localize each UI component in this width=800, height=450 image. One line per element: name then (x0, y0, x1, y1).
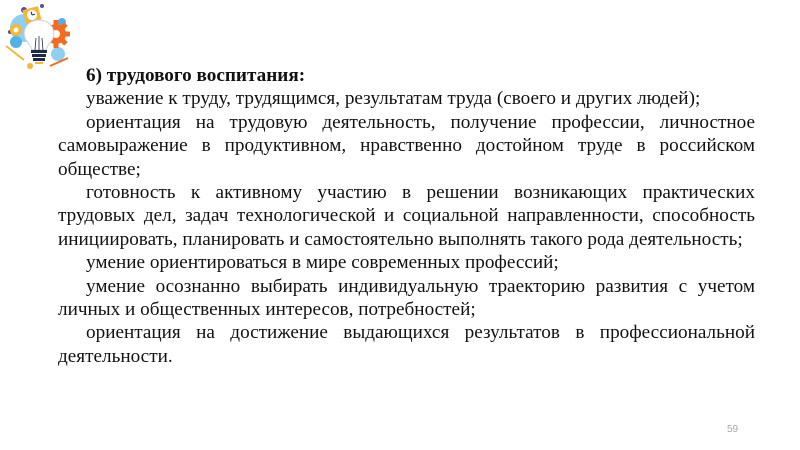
paragraph-readiness-to-participate: готовность к активному участию в решении возникающих практических трудовых дел, задач технологической и социальной направленности, способность инициировать, планировать и самостоятельно выполнять такого рода деятельность; (58, 182, 755, 250)
slide-content (58, 64, 755, 368)
paragraph-individual-trajectory: умение осознанно выбирать индивидуальную траекторию развития с учетом личных и общественных интересов, потребностей; (58, 275, 755, 321)
page-number: 59 (727, 424, 739, 435)
section-heading: 6) трудового воспитания: (86, 65, 306, 86)
paragraph-respect-for-labor: уважение к труду, трудящимся, результатам труда (своего и других людей); (86, 88, 701, 110)
paragraph-labor-orientation: ориентация на трудовую деятельность, получение профессии, личностное самовыражение в продуктивном, нравственно достойном труде в российском обществе; (58, 111, 755, 180)
paragraph-profession-awareness: умение ориентироваться в мире современных профессий; (86, 252, 559, 274)
paragraph-achievement-orientation: ориентация на достижение выдающихся результатов в профессиональной деятельности. (58, 322, 755, 367)
